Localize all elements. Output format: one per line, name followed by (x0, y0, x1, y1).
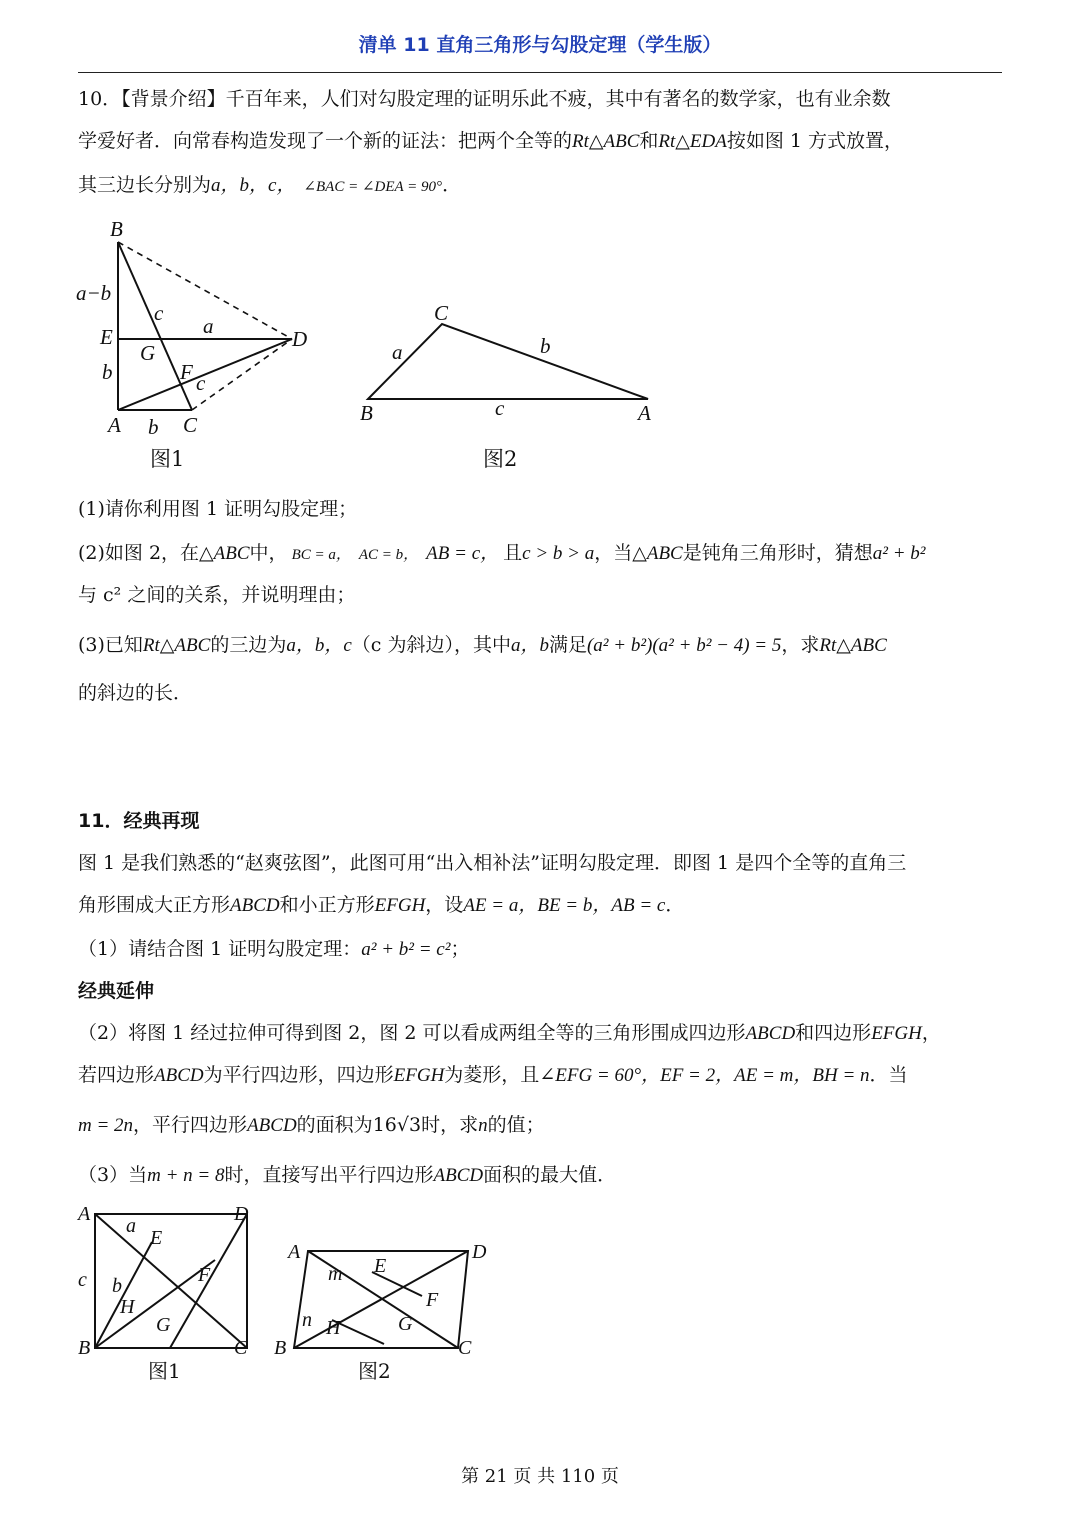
q10-intro-line3: 其三边长分别为a，b，c， ∠BAC = ∠DEA = 90°． (78, 174, 462, 196)
q10-figure-1 (70, 212, 330, 482)
fig1-caption: 图1 (150, 447, 185, 471)
q10-part3-line1: (3)已知Rt△ABC的三边为a，b，c（c 为斜边），其中a，b满足(a² + b²)(a² + b² − 4) = 5，求Rt△ABC (78, 634, 887, 656)
fig1-label-amb: a−b (76, 281, 112, 305)
q11-fig2-label-D: D (472, 1241, 487, 1263)
q11-fig1-label-F: F (198, 1264, 211, 1286)
q11-part3: （3）当m + n = 8时，直接写出平行四边形ABCD面积的最大值． (78, 1164, 617, 1186)
q10-intro-line2: 学爱好者．向常春构造发现了一个新的证法：把两个全等的Rt△ABC和Rt△EDA按如图 1 方式放置， (78, 130, 904, 152)
q11-fig1-label-C: C (234, 1337, 248, 1359)
fig2-label-c: c (495, 396, 505, 420)
q11-figure-1 (70, 1200, 260, 1390)
q11-fig1-label-H: H (120, 1296, 135, 1318)
q10-part2-line2: 与 c² 之间的关系，并说明理由； (78, 584, 356, 606)
q11-fig2-label-m: m (328, 1263, 343, 1285)
fig1-label-A: A (108, 413, 121, 437)
q11-fig1-label-c: c (78, 1269, 87, 1291)
q11-fig2-label-C: C (458, 1337, 472, 1359)
q11-fig1-label-b: b (112, 1275, 122, 1297)
q11-fig2-label-G: G (398, 1313, 413, 1335)
q11-line2: 角形围成大正方形ABCD和小正方形EFGH，设AE = a，BE = b，AB = c． (78, 894, 685, 916)
q11-part2-line1: （2）将图 1 经过拉伸可得到图 2，图 2 可以看成两组全等的三角形围成四边形ABCD和四边形EFGH， (78, 1022, 941, 1044)
fig2-caption: 图2 (483, 447, 518, 471)
fig1-label-a-mid: a (203, 314, 214, 338)
q11-fig2-label-n: n (302, 1309, 312, 1331)
q11-fig1-label-G: G (156, 1314, 171, 1336)
q11-fig2-label-A: A (288, 1241, 301, 1263)
q11-title: 11．经典再现 (78, 810, 200, 832)
q10-figure-2 (350, 296, 670, 482)
fig1-label-b-left: b (102, 360, 113, 384)
q11-part2-line2: 若四边形ABCD为平行四边形，四边形EFGH为菱形，且∠EFG = 60°，EF = 2，AE = m，BH = n．当 (78, 1064, 908, 1086)
fig1-label-F: F (180, 360, 193, 384)
fig2-label-A: A (638, 401, 651, 425)
fig2-label-a: a (392, 340, 403, 364)
fig1-label-b-bottom: b (148, 415, 159, 439)
fig1-label-C: C (183, 413, 198, 437)
q11-fig2-label-F: F (426, 1289, 439, 1311)
q11-part1: （1）请结合图 1 证明勾股定理：a² + b² = c²； (78, 938, 470, 960)
q10-part3-line2: 的斜边的长． (78, 682, 193, 704)
q11-figure-2 (272, 1236, 502, 1390)
q11-line1: 图 1 是我们熟悉的“赵爽弦图”，此图可用“出入相补法”证明勾股定理．即图 1 是四个全等的直角三 (78, 852, 907, 874)
q11-fig1-label-A: A (78, 1203, 91, 1225)
fig1-label-D: D (292, 327, 308, 351)
fig1-label-c-top: c (154, 301, 164, 325)
page-header-title: 清单 11 直角三角形与勾股定理（学生版） (358, 34, 722, 56)
q10-intro-line1: 10．【背景介绍】千百年来，人们对勾股定理的证明乐此不疲，其中有著名的数学家，也有业余数 (78, 88, 891, 110)
fig1-label-E: E (100, 325, 113, 349)
q11-fig1-label-D: D (234, 1203, 249, 1225)
q11-fig1-label-E: E (150, 1227, 163, 1249)
q10-part2-line1: (2)如图 2，在△ABC中， BC = a， AC = b， AB = c， 且c > b > a，当△ABC是钝角三角形时，猜想a² + b² (78, 542, 926, 564)
q11-fig1-label-a: a (126, 1215, 136, 1237)
q11-fig1-label-B: B (78, 1337, 91, 1359)
q10-part1: (1)请你利用图 1 证明勾股定理； (78, 498, 358, 520)
q11-fig2-caption: 图2 (358, 1359, 391, 1383)
fig2-label-C: C (434, 301, 449, 325)
header-rule (78, 72, 1002, 73)
q11-fig2-label-B: B (274, 1337, 287, 1359)
page-footer: 第 21 页 共 110 页 (461, 1466, 619, 1487)
fig1-label-c-mid: c (196, 371, 206, 395)
fig1-label-G: G (140, 341, 156, 365)
q11-fig1-caption: 图1 (148, 1359, 181, 1383)
q11-extension-title: 经典延伸 (78, 980, 155, 1002)
q11-fig2-label-E: E (374, 1255, 387, 1277)
fig2-label-b: b (540, 334, 551, 358)
q11-fig2-label-H: H (326, 1317, 341, 1339)
q11-part2-line3: m = 2n，平行四边形ABCD的面积为16√3时，求n的值； (78, 1114, 545, 1136)
fig1-label-B: B (110, 217, 123, 241)
fig2-label-B: B (360, 401, 373, 425)
